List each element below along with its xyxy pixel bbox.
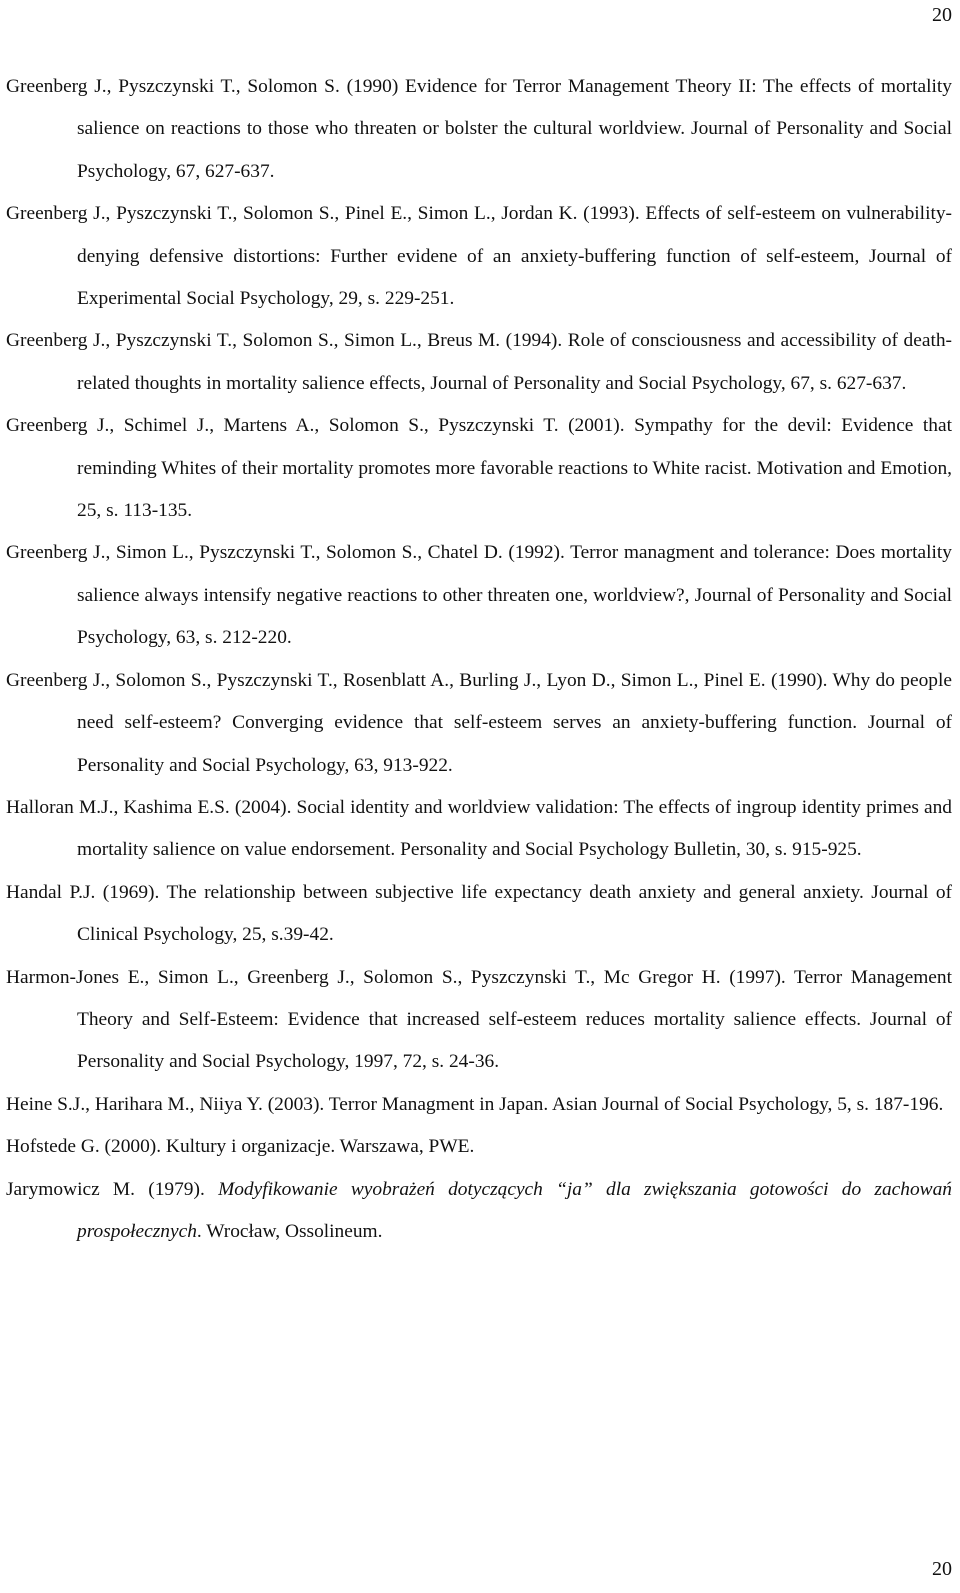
reference-item: Hofstede G. (2000). Kultury i organizacje. Warszawa, PWE. bbox=[6, 1136, 475, 1158]
reference-item: Harmon-Jones E., Simon L., Greenberg J., Solomon S., Pyszczynski T., Mc Gregor H. (1997). Terror Management Theory and Self-Esteem: Evidence that increased self-esteem reduces mortality salience effects. Journal of Personality and Social Psychology, 1997, 72, s. 24-36. bbox=[6, 966, 952, 1073]
reference-item: Greenberg J., Simon L., Pyszczynski T., Solomon S., Chatel D. (1992). Terror managment and tolerance: Does mortality salience always intensify negative reactions to other threaten one, worldview?, Journal of Personality and Social Psychology, 63, s. 212-220. bbox=[6, 542, 952, 649]
reference-item: Greenberg J., Pyszczynski T., Solomon S., Pinel E., Simon L., Jordan K. (1993). Effects of self-esteem on vulnerability-denying defensive distortions: Further evidene of an anxiety-buffering function of self-esteem, Journal of Experimental Social Psychology, 29, s. 229-251. bbox=[6, 203, 952, 310]
reference-item: Greenberg J., Schimel J., Martens A., Solomon S., Pyszczynski T. (2001). Sympathy for the devil: Evidence that reminding Whites of their mortality promotes more favorable reactions to White racist. Motivation and Emotion, 25, s. 113-135. bbox=[6, 415, 952, 522]
reference-authors-year: Jarymowicz M. (1979). bbox=[6, 1178, 219, 1200]
reference-item bbox=[6, 1169, 952, 1254]
reference-list bbox=[6, 66, 952, 1253]
page-number-top: 20 bbox=[932, 4, 952, 26]
reference-item: Heine S.J., Harihara M., Niiya Y. (2003). Terror Managment in Japan. Asian Journal of Social Psychology, 5, s. 187-196. bbox=[6, 1093, 944, 1115]
reference-item: Handal P.J. (1969). The relationship between subjective life expectancy death anxiety and general anxiety. Journal of Clinical Psychology, 25, s.39-42. bbox=[6, 881, 952, 946]
reference-italic-title: Modyfikowanie wyobrażeń dotyczących “ja” dla zwiększania gotowości do zachowań prospołecznych bbox=[77, 1178, 952, 1242]
reference-item: Greenberg J., Solomon S., Pyszczynski T., Rosenblatt A., Burling J., Lyon D., Simon L., Pinel E. (1990). Why do people need self-esteem? Converging evidence that self-esteem serves an anxiety-buffering function. Journal of Personality and Social Psychology, 63, 913-922. bbox=[6, 669, 952, 776]
page-number-bottom: 20 bbox=[932, 1558, 952, 1580]
reference-publisher: . Wrocław, Ossolineum. bbox=[196, 1220, 383, 1242]
reference-item: Greenberg J., Pyszczynski T., Solomon S., Simon L., Breus M. (1994). Role of consciousness and accessibility of death-related thoughts in mortality salience effects, Journal of Personality and Social Psychology, 67, s. 627-637. bbox=[6, 330, 952, 394]
reference-item: Greenberg J., Pyszczynski T., Solomon S. (1990) Evidence for Terror Management Theory II: The effects of mortality salience on reactions to those who threaten or bolster the cultural worldview. Journal of Personality and Social Psychology, 67, 627-637. bbox=[6, 76, 952, 182]
reference-item: Halloran M.J., Kashima E.S. (2004). Social identity and worldview validation: The effects of ingroup identity primes and mortality salience on value endorsement. Personality and Social Psychology Bulletin, 30, s. 915-925. bbox=[6, 796, 952, 861]
